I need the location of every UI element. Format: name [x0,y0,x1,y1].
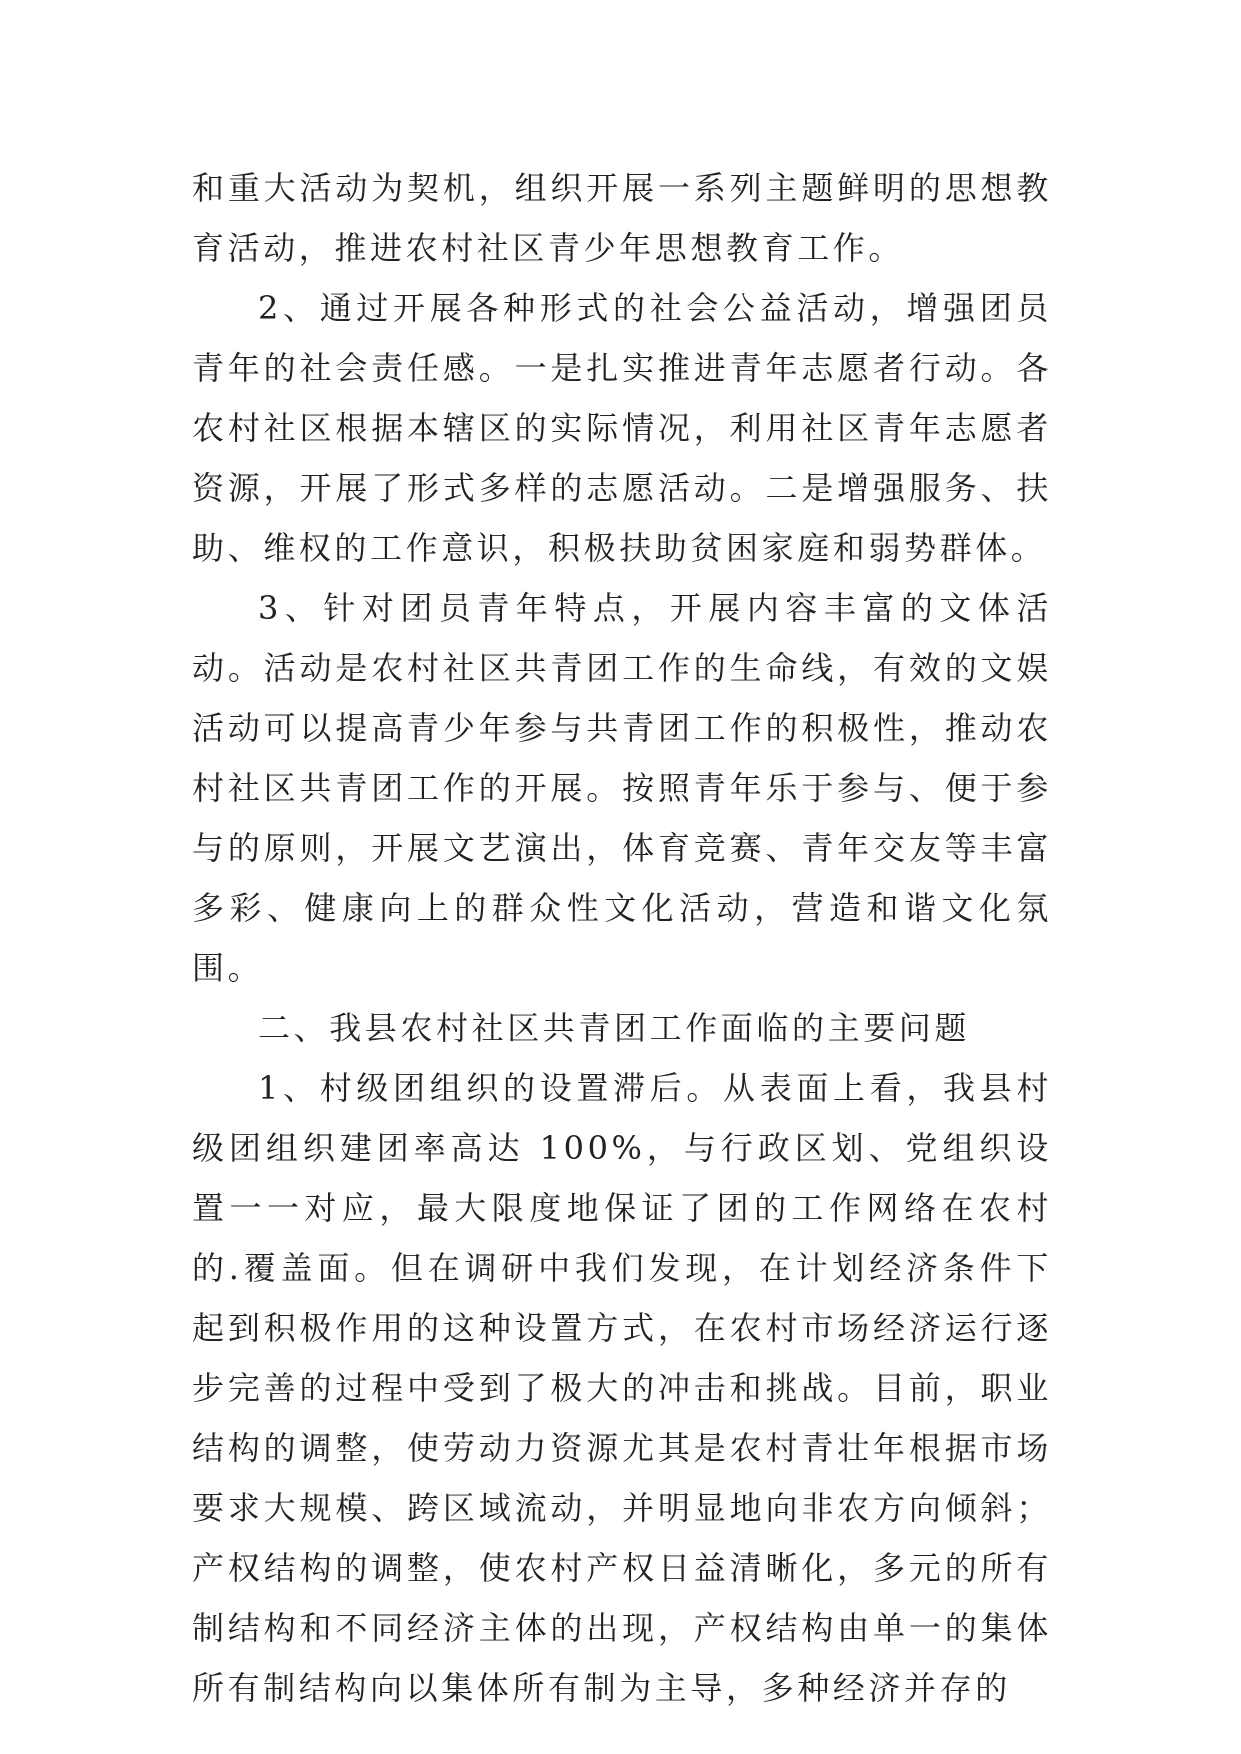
paragraph-item-3-cultural-activities: 3、针对团员青年特点，开展内容丰富的文体活动。活动是农村社区共青团工作的生命线，有效的文娱活动可以提高青少年参与共青团工作的积极性，推动农村社区共青团工作的开展。按照青年乐于参与、便于参与的原则，开展文艺演出，体育竞赛、青年交友等丰富多彩、健康向上的群众性文化活动，营造和谐文化氛围。 [192,589,1052,987]
section-heading-main-problems: 二、我县农村社区共青团工作面临的主要问题 [258,1009,971,1047]
document-body [192,158,1052,1718]
paragraph-intro-continuation: 和重大活动为契机，组织开展一系列主题鲜明的思想教育活动，推进农村社区青少年思想教育工作。 [192,169,1052,267]
paragraph-problem-1-organization-setup: 1、村级团组织的设置滞后。从表面上看，我县村级团组织建团率高达 100%，与行政区划、党组织设置一一对应，最大限度地保证了团的工作网络在农村的.覆盖面。但在调研中我们发现，在计划经济条件下起到积极作用的这种设置方式，在农村市场经济运行逐步完善的过程中受到了极大的冲击和挑战。目前，职业结构的调整，使劳动力资源尤其是农村青壮年根据市场要求大规模、跨区域流动，并明显地向非农方向倾斜；产权结构的调整，使农村产权日益清晰化，多元的所有制结构和不同经济主体的出现，产权结构由单一的集体所有制结构向以集体所有制为主导，多种经济并存的 [192,1069,1052,1707]
paragraph-item-2-public-welfare: 2、通过开展各种形式的社会公益活动，增强团员青年的社会责任感。一是扎实推进青年志愿者行动。各农村社区根据本辖区的实际情况，利用社区青年志愿者资源，开展了形式多样的志愿活动。二是增强服务、扶助、维权的工作意识，积极扶助贫困家庭和弱势群体。 [192,289,1052,567]
